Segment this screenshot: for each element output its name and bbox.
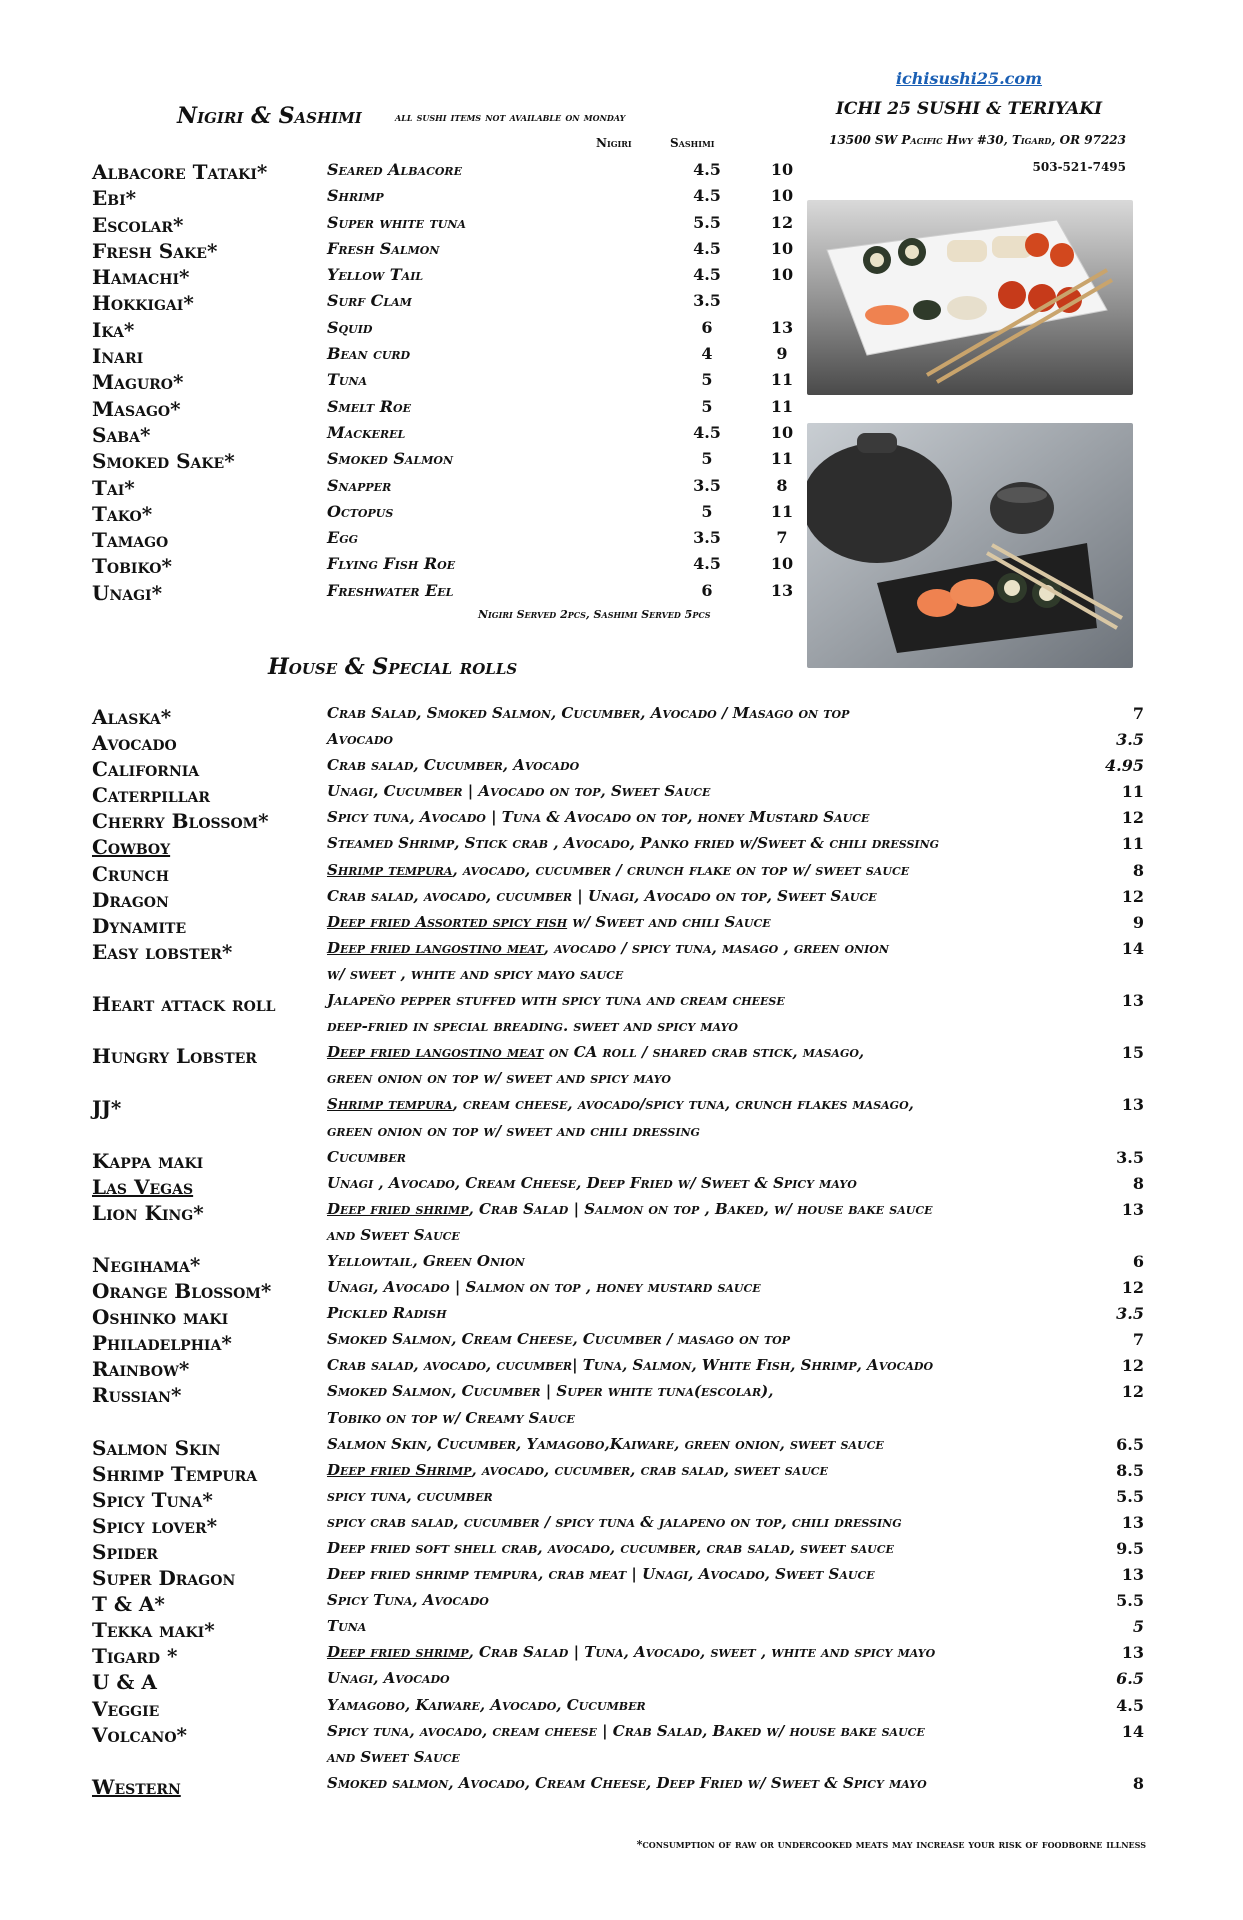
nigiri-item-description: Super white tuna: [327, 212, 466, 232]
roll-name: Super Dragon: [92, 1566, 236, 1591]
nigiri-row: [92, 289, 732, 315]
nigiri-item-name: Masago*: [92, 396, 181, 421]
roll-description: [327, 1095, 914, 1113]
nigiri-item-description: Flying Fish Roe: [327, 554, 456, 574]
nigiri-price: 6: [701, 317, 713, 337]
roll-price: 7: [1132, 1330, 1144, 1350]
roll-row: [92, 832, 1144, 858]
roll-name: Heart attack roll: [92, 992, 276, 1017]
roll-description-text: , avocado, cucumber, crab salad, sweet sauce: [471, 1460, 828, 1479]
nigiri-serving-note: Nigiri Served 2pcs, Sashimi Served 5pcs: [478, 608, 711, 621]
roll-description-text: Salmon Skin, Cucumber, Yamagobo,Kaiware, green onion, sweet sauce: [327, 1434, 884, 1453]
nigiri-item-name: Saba*: [92, 422, 151, 447]
sashimi-price: 11: [770, 370, 794, 390]
roll-description: [327, 1722, 925, 1740]
roll-row: [92, 1146, 1144, 1172]
roll-description: [327, 1513, 902, 1531]
roll-description: [327, 1278, 761, 1296]
nigiri-row: [92, 552, 794, 579]
roll-highlight: Deep fried shrimp: [327, 1199, 469, 1218]
nigiri-row: [92, 211, 794, 237]
roll-highlight: Deep fried langostino meat: [327, 1043, 544, 1062]
roll-price: 4.95: [1105, 756, 1144, 776]
nigiri-row: [92, 184, 794, 211]
nigiri-item-name: Fresh Sake*: [92, 238, 218, 263]
nigiri-price: 4.5: [693, 160, 721, 179]
roll-price: 8: [1132, 1173, 1144, 1193]
roll-description: [327, 1382, 773, 1400]
roll-description: [327, 913, 771, 931]
roll-price: 9.5: [1116, 1539, 1144, 1558]
roll-row: [92, 1380, 1144, 1432]
sashimi-price: 7: [776, 528, 788, 548]
roll-row: [92, 1093, 1144, 1145]
roll-name: Russian*: [92, 1383, 182, 1408]
roll-row: [92, 1772, 1144, 1798]
roll-description-text: Spicy Tuna, Avocado: [327, 1591, 489, 1610]
roll-name: Dragon: [92, 887, 169, 912]
nigiri-item-name: Tai*: [92, 475, 135, 500]
nigiri-item-description: Smoked Salmon: [327, 449, 454, 469]
roll-name: Shrimp Tempura: [92, 1461, 258, 1486]
roll-description-text: green onion on top w/ sweet and chili dressing: [327, 1121, 700, 1140]
roll-row: [92, 1511, 1144, 1537]
roll-name: Dynamite: [92, 913, 187, 938]
roll-row: [92, 1485, 1144, 1511]
nigiri-price: 5: [701, 396, 713, 416]
roll-highlight: Deep fried langostino meat: [327, 938, 544, 957]
nigiri-item-name: Tamago: [92, 528, 169, 553]
nigiri-item-description: Egg: [327, 528, 358, 548]
roll-description-text: Spicy tuna, Avocado | Tuna & Avocado on top, honey Mustard Sauce: [327, 808, 870, 827]
roll-row: [92, 1198, 1144, 1250]
nigiri-item-description: Mackerel: [327, 422, 406, 442]
nigiri-item-name: Ika*: [92, 317, 135, 342]
roll-description: [327, 1148, 406, 1166]
roll-description-text: on CA roll / shared crab stick, masago,: [543, 1043, 865, 1062]
roll-description-text: Crab salad, avocado, cucumber | Unagi, Avocado on top, Sweet Sauce: [327, 886, 877, 905]
roll-row: [92, 1041, 1144, 1093]
nigiri-item-name: Ebi*: [92, 186, 137, 211]
nigiri-row: [92, 474, 788, 500]
roll-description: [327, 939, 889, 957]
roll-name: Avocado: [92, 731, 177, 756]
nigiri-price: 4.5: [693, 265, 721, 285]
nigiri-item-name: Albacore Tataki*: [92, 160, 268, 184]
roll-description-text: and Sweet Sauce: [327, 1225, 460, 1244]
roll-highlight: Deep fried shrimp: [327, 1643, 469, 1662]
roll-price: 13: [1121, 1095, 1144, 1115]
roll-description: [327, 965, 623, 983]
roll-description: [327, 1356, 933, 1374]
roll-description: [327, 861, 909, 879]
roll-name: Negihama*: [92, 1252, 201, 1277]
roll-description: [327, 1591, 489, 1609]
roll-description: [327, 1174, 857, 1192]
sashimi-price: 13: [770, 580, 794, 600]
roll-description: [327, 782, 710, 800]
roll-description-text: deep-fried in special breading. sweet and spicy mayo: [327, 1017, 739, 1036]
roll-price: 9: [1132, 912, 1144, 932]
sashimi-column-header: Sashimi: [670, 136, 715, 150]
roll-description: [327, 1226, 460, 1244]
roll-description: [327, 991, 785, 1009]
nigiri-item-description: Tuna: [327, 370, 368, 390]
roll-description-text: spicy tuna, cucumber: [327, 1486, 493, 1505]
nigiri-item-name: Maguro*: [92, 370, 184, 395]
roll-description-text: and Sweet Sauce: [327, 1747, 460, 1766]
nigiri-item-name: Tobiko*: [92, 554, 172, 579]
roll-price: 3.5: [1116, 1147, 1144, 1167]
roll-price: 15: [1121, 1043, 1144, 1063]
roll-name: Philadelphia*: [92, 1331, 232, 1356]
roll-name: Spicy Tuna*: [92, 1487, 213, 1512]
roll-description-text: Tobiko on top w/ Creamy Sauce: [327, 1408, 575, 1427]
roll-price: 6.5: [1116, 1669, 1144, 1689]
roll-price: 7: [1132, 704, 1144, 723]
nigiri-price: 5: [701, 449, 713, 469]
nigiri-item-description: Fresh Salmon: [327, 238, 440, 258]
roll-name: Tigard *: [92, 1644, 178, 1669]
roll-price: 5: [1132, 1617, 1144, 1637]
roll-description-text: green onion on top w/ sweet and spicy mayo: [327, 1069, 672, 1088]
roll-row: [92, 1328, 1144, 1354]
roll-name: Orange Blossom*: [92, 1279, 272, 1304]
roll-highlight: Deep fried Shrimp: [327, 1460, 472, 1479]
nigiri-price: 4.5: [693, 186, 721, 206]
nigiri-row: [92, 263, 794, 290]
roll-price: 12: [1121, 1382, 1144, 1402]
roll-name: Crunch: [92, 861, 169, 886]
restaurant-address: 13500 SW Pacific Hwy #30, Tigard, OR 97223: [829, 133, 1126, 147]
nigiri-row: [92, 316, 794, 342]
roll-name: T & A*: [92, 1592, 165, 1617]
teapot-and-sushi-photo: [807, 423, 1133, 668]
roll-description: [327, 1435, 884, 1453]
nigiri-section-title: Nigiri & Sashimi: [177, 103, 362, 129]
roll-price: 3.5: [1116, 730, 1144, 750]
roll-row: [92, 1641, 1144, 1667]
roll-name: Hungry Lobster: [92, 1044, 257, 1069]
roll-description-text: Unagi, Avocado | Salmon on top , honey mustard sauce: [327, 1278, 761, 1297]
roll-row: [92, 1354, 1144, 1380]
roll-description-text: , avocado, cucumber / crunch flake on top w/ sweet sauce: [452, 860, 910, 879]
nigiri-item-description: Yellow Tail: [327, 265, 424, 285]
roll-row: [92, 1250, 1144, 1276]
nigiri-row: [92, 500, 794, 526]
nigiri-item-description: Shrimp: [327, 186, 384, 206]
sashimi-price: 10: [770, 422, 794, 442]
roll-description-text: Deep fried soft shell crab, avocado, cucumber, crab salad, sweet sauce: [327, 1539, 894, 1557]
roll-description: [327, 834, 939, 852]
nigiri-price: 6: [701, 580, 713, 600]
roll-price: 8: [1132, 1773, 1144, 1793]
roll-row: [92, 1667, 1144, 1693]
roll-name: Caterpillar: [92, 783, 210, 808]
nigiri-price: 3.5: [693, 291, 721, 311]
roll-description-text: Cucumber: [327, 1147, 406, 1166]
nigiri-row: [92, 237, 794, 263]
roll-row: [92, 728, 1144, 754]
restaurant-name: ICHI 25 SUSHI & TERIYAKI: [835, 99, 1103, 119]
nigiri-item-description: Seared Albacore: [327, 160, 462, 179]
roll-row: [92, 1276, 1144, 1302]
roll-name: U & A: [92, 1670, 157, 1695]
nigiri-row: [92, 158, 794, 184]
roll-price: 5.5: [1116, 1486, 1144, 1506]
roll-description-text: Deep fried shrimp tempura, crab meat | Unagi, Avocado, Sweet Sauce: [327, 1565, 875, 1584]
sashimi-price: 11: [770, 449, 794, 469]
roll-description-text: Avocado: [327, 730, 393, 749]
roll-description-text: Crab Salad, Smoked Salmon, Cucumber, Avocado / Masago on top: [327, 704, 850, 722]
roll-row: [92, 1537, 1144, 1563]
roll-description: [327, 1565, 875, 1583]
sashimi-price: 11: [770, 501, 794, 521]
roll-name: Tekka maki*: [92, 1618, 215, 1643]
roll-price: 12: [1121, 886, 1144, 906]
roll-highlight: Shrimp tempura: [327, 1095, 453, 1114]
roll-description-text: Unagi, Cucumber | Avocado on top, Sweet Sauce: [327, 782, 711, 801]
roll-row: [92, 1720, 1144, 1772]
sashimi-price: 10: [770, 238, 794, 258]
roll-row: [92, 885, 1144, 911]
roll-price: 13: [1121, 1512, 1144, 1532]
roll-description: [327, 1643, 935, 1661]
roll-row: [92, 1589, 1144, 1615]
nigiri-price: 5: [701, 370, 713, 390]
sashimi-price: 12: [770, 212, 794, 232]
roll-name: Spider: [92, 1540, 158, 1564]
roll-row: [92, 989, 1144, 1041]
roll-row: [92, 754, 1144, 780]
sashimi-price: 8: [776, 475, 788, 495]
roll-description: [327, 1409, 575, 1427]
roll-highlight: Shrimp tempura: [327, 860, 453, 879]
roll-description: [327, 1069, 671, 1087]
roll-name: JJ*: [92, 1096, 122, 1121]
sashimi-price: 10: [770, 554, 794, 574]
roll-description: [327, 1330, 790, 1348]
roll-name: Alaska*: [92, 705, 172, 729]
nigiri-item-name: Unagi*: [92, 580, 163, 605]
roll-name: Western: [92, 1774, 181, 1799]
roll-price: 13: [1121, 991, 1144, 1011]
roll-row: [92, 859, 1144, 885]
roll-name: Volcano*: [92, 1722, 188, 1747]
roll-price: 11: [1121, 834, 1144, 854]
nigiri-item-description: Freshwater Eel: [327, 580, 454, 600]
roll-description-text: w/ sweet , white and spicy mayo sauce: [327, 964, 624, 983]
roll-row: [92, 1433, 1144, 1459]
nigiri-item-description: Snapper: [327, 475, 392, 495]
roll-price: 4.5: [1116, 1695, 1144, 1715]
roll-name: Spicy lover*: [92, 1513, 218, 1538]
roll-name: Lion King*: [92, 1200, 204, 1225]
nigiri-item-name: Hokkigai*: [92, 291, 194, 316]
nigiri-item-name: Inari: [92, 344, 144, 369]
roll-description-text: Steamed Shrimp, Stick crab , Avocado, Panko fried w/Sweet & chili dressing: [327, 834, 940, 853]
roll-description: [327, 1122, 700, 1140]
sushi-platter-photo: [807, 200, 1133, 395]
roll-row: [92, 1172, 1144, 1198]
nigiri-price: 4.5: [693, 554, 721, 574]
roll-price: 8.5: [1116, 1460, 1144, 1480]
roll-description-text: , cream cheese, avocado/spicy tuna, crunch flakes masago,: [452, 1095, 914, 1114]
roll-description: [327, 887, 877, 905]
roll-row: [92, 1302, 1144, 1328]
roll-description-text: Yellowtail, Green Onion: [327, 1251, 525, 1270]
roll-description-text: Tuna: [327, 1617, 367, 1636]
nigiri-price: 4: [701, 344, 713, 364]
roll-description: [327, 1539, 894, 1557]
sashimi-price: 10: [770, 160, 794, 179]
restaurant-phone: 503-521-7495: [1032, 160, 1126, 174]
roll-name: Rainbow*: [92, 1357, 190, 1382]
roll-price: 6.5: [1116, 1434, 1144, 1454]
roll-row: [92, 780, 1144, 806]
roll-name: Cowboy: [92, 835, 171, 860]
nigiri-price: 4.5: [693, 238, 721, 258]
nigiri-price: 3.5: [693, 475, 721, 495]
roll-row: [92, 1694, 1144, 1720]
roll-description-text: Spicy tuna, avocado, cream cheese | Crab Salad, Baked w/ house bake sauce: [327, 1721, 925, 1740]
nigiri-availability-note: all sushi items not available on monday: [395, 110, 626, 124]
roll-description: [327, 1017, 738, 1035]
roll-price: 13: [1121, 1643, 1144, 1663]
roll-price: 14: [1121, 1721, 1144, 1741]
roll-price: 3.5: [1116, 1304, 1144, 1324]
roll-description-text: w/ Sweet and chili Sauce: [567, 912, 771, 931]
roll-row: [92, 911, 1144, 937]
website-link[interactable]: ichisushi25.com: [895, 69, 1043, 88]
roll-description: [327, 756, 579, 774]
nigiri-row: [92, 579, 794, 605]
rolls-section-title: House & Special rolls: [268, 654, 518, 680]
roll-description: [327, 1461, 828, 1479]
nigiri-item-name: Smoked Sake*: [92, 449, 235, 474]
nigiri-row: [92, 342, 788, 369]
nigiri-price: 5: [701, 501, 713, 521]
roll-description-text: Unagi, Avocado: [327, 1669, 450, 1688]
roll-name: Cherry Blossom*: [92, 809, 269, 834]
nigiri-row: [92, 395, 794, 421]
roll-description: [327, 1043, 864, 1061]
roll-row: [92, 806, 1144, 832]
nigiri-column-header: Nigiri: [596, 136, 632, 150]
nigiri-row: [92, 368, 794, 395]
roll-row: [92, 1615, 1144, 1641]
roll-description: [327, 1774, 927, 1792]
nigiri-price: 3.5: [693, 528, 721, 548]
roll-description-text: Unagi , Avocado, Cream Cheese, Deep Fried w/ Sweet & Spicy mayo: [327, 1173, 857, 1192]
roll-price: 11: [1121, 782, 1144, 802]
roll-name: Kappa maki: [92, 1148, 204, 1173]
nigiri-row: [92, 526, 788, 553]
roll-price: 12: [1121, 1356, 1144, 1376]
roll-description-text: , Crab Salad | Tuna, Avocado, sweet , white and spicy mayo: [468, 1643, 936, 1662]
roll-description-text: Jalapeño pepper stuffed with spicy tuna and cream cheese: [327, 991, 785, 1010]
roll-name: Las Vegas: [92, 1174, 194, 1199]
nigiri-price: 4.5: [693, 422, 721, 442]
roll-description: [327, 1487, 493, 1505]
nigiri-item-name: Tako*: [92, 501, 153, 526]
roll-highlight: Deep fried Assorted spicy fish: [327, 912, 568, 931]
nigiri-item-description: Octopus: [327, 501, 394, 521]
roll-description-text: Crab salad, Cucumber, Avocado: [327, 756, 580, 775]
roll-name: Easy lobster*: [92, 939, 233, 964]
roll-description-text: Smoked Salmon, Cucumber | Super white tuna(escolar),: [327, 1382, 774, 1401]
nigiri-item-name: Hamachi*: [92, 265, 190, 290]
roll-description: [327, 1748, 460, 1766]
roll-row: [92, 1459, 1144, 1485]
nigiri-row: [92, 447, 794, 474]
roll-price: 12: [1121, 1278, 1144, 1298]
roll-price: 8: [1132, 860, 1144, 880]
sashimi-price: 13: [770, 317, 794, 337]
roll-price: 13: [1121, 1199, 1144, 1219]
roll-price: 13: [1121, 1565, 1144, 1585]
sashimi-price: 9: [776, 344, 788, 364]
roll-description: [327, 704, 849, 722]
nigiri-item-description: Squid: [327, 317, 373, 337]
roll-name: Salmon Skin: [92, 1435, 221, 1460]
roll-description-text: , avocado / spicy tuna, masago , green onion: [543, 938, 889, 957]
roll-description: [327, 730, 393, 748]
roll-description: [327, 1696, 646, 1714]
roll-name: Oshinko maki: [92, 1305, 229, 1330]
roll-description: [327, 1252, 525, 1270]
roll-price: 5.5: [1116, 1591, 1144, 1611]
roll-row: [92, 1563, 1144, 1589]
roll-description-text: Pickled Radish: [327, 1304, 447, 1323]
nigiri-item-description: Bean curd: [327, 344, 411, 364]
roll-description-text: spicy crab salad, cucumber / spicy tuna & jalapeno on top, chili dressing: [327, 1512, 902, 1531]
sashimi-price: 10: [770, 186, 794, 206]
rolls-list: [92, 702, 1144, 1798]
roll-price: 12: [1121, 808, 1144, 828]
nigiri-item-description: Smelt Roe: [327, 396, 411, 416]
sashimi-price: 11: [770, 396, 794, 416]
nigiri-list: [92, 158, 794, 605]
roll-description: [327, 1617, 366, 1635]
nigiri-price: 5.5: [693, 212, 721, 232]
roll-description-text: Smoked Salmon, Cream Cheese, Cucumber / masago on top: [327, 1330, 791, 1349]
nigiri-item-description: Surf Clam: [327, 291, 412, 311]
nigiri-item-name: Escolar*: [92, 212, 184, 237]
roll-description-text: , Crab Salad | Salmon on top , Baked, w/ house bake sauce: [468, 1199, 933, 1218]
foodborne-illness-disclaimer: *consumption of raw or undercooked meats may increase your risk of foodborne illness: [636, 1838, 1146, 1851]
roll-description: [327, 808, 869, 826]
roll-row: [92, 937, 1144, 989]
roll-price: 14: [1121, 938, 1144, 958]
sashimi-price: 10: [770, 265, 794, 285]
roll-description: [327, 1304, 447, 1322]
roll-name: Veggie: [92, 1696, 160, 1721]
roll-description-text: Yamagobo, Kaiware, Avocado, Cucumber: [327, 1695, 646, 1714]
roll-name: California: [92, 757, 200, 782]
roll-description: [327, 1669, 450, 1687]
nigiri-row: [92, 421, 794, 447]
roll-description-text: Crab salad, avocado, cucumber| Tuna, Salmon, White Fish, Shrimp, Avocado: [327, 1356, 934, 1375]
roll-price: 6: [1132, 1251, 1144, 1271]
roll-description-text: Smoked salmon, Avocado, Cream Cheese, Deep Fried w/ Sweet & Spicy mayo: [327, 1773, 927, 1792]
roll-row: [92, 702, 1144, 728]
roll-description: [327, 1200, 932, 1218]
